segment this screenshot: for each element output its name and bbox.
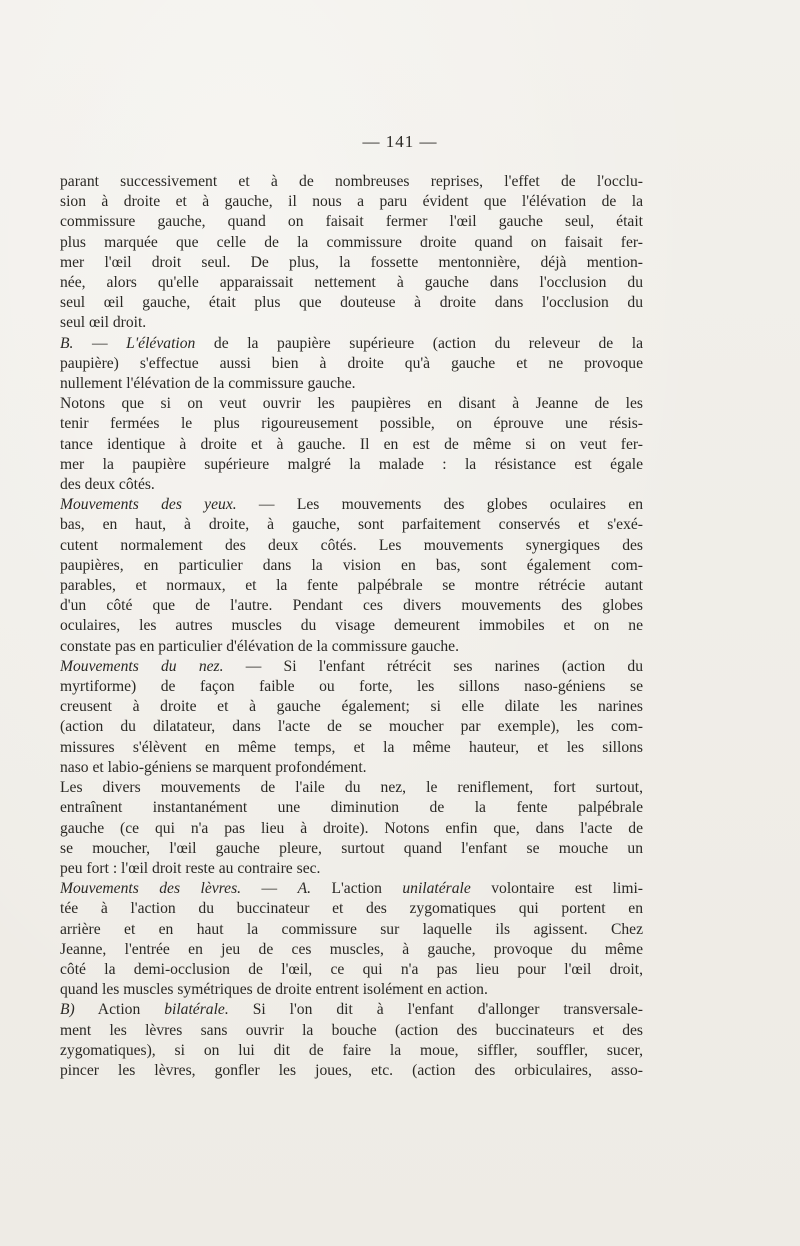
text-run: seul œil droit. [60, 314, 147, 332]
text-run: creusent à droite et à gauche également; si elle dilate les narines [60, 698, 643, 716]
text-run: volontaire est limi- [470, 880, 643, 898]
text-run: plus marquée que celle de la commissure droite quand on faisait fer- [60, 233, 643, 251]
text-run: tance identique à droite et à gauche. Il en est de même si on veut fer- [60, 435, 643, 453]
text-run: ment les lèvres sans ouvrir la bouche (action des buccinateurs et des [60, 1021, 643, 1039]
text-line [60, 556, 643, 576]
text-run: tée à l'action du buccinateur et des zygomatiques qui portent en [60, 900, 643, 918]
text-run: — [73, 334, 127, 352]
text-line [60, 778, 643, 798]
text-line [60, 414, 643, 434]
text-run: parables, et normaux, et la fente palpébrale se montre rétrécie autant [60, 577, 643, 595]
text-run: Action [74, 1001, 165, 1019]
text-run: parant successivement et à de nombreuses reprises, l'effet de l'occlu- [60, 173, 643, 190]
text-run: côté la demi-occlusion de l'œil, ce qui n'a pas lieu pour l'œil droit, [60, 960, 643, 978]
text-line [60, 233, 643, 253]
text-line [60, 354, 643, 374]
text-line [60, 374, 643, 394]
text-run: entraînent instantanément une diminution de la fente palpébrale [60, 799, 643, 817]
text-line [60, 637, 643, 657]
text-run: Si l'on dit à l'enfant d'allonger transversale- [228, 1001, 643, 1019]
text-run: pincer les lèvres, gonfler les joues, etc. (action des orbiculaires, asso- [60, 1061, 643, 1079]
text-line [60, 1000, 643, 1020]
text-run: née, alors qu'elle apparaissait nettement à gauche dans l'occlusion du [60, 274, 643, 292]
text-run: missures s'élèvent en même temps, et la même hauteur, et les sillons [60, 738, 643, 756]
text-run: se moucher, l'œil gauche pleure, surtout quand l'enfant se mouche un [60, 839, 643, 857]
text-line [60, 192, 643, 212]
text-run: gauche (ce qui n'a pas lieu à droite). Notons enfin que, dans l'acte de [60, 819, 643, 837]
text-line [60, 616, 643, 636]
text-line [60, 475, 643, 495]
text-run: Notons que si on veut ouvrir les paupières en disant à Jeanne de les [60, 395, 643, 413]
text-line [60, 960, 643, 980]
text-run: — [241, 880, 298, 898]
text-run: — Les mouvements des globes oculaires en [236, 496, 643, 514]
text-line [60, 172, 643, 192]
text-line [60, 819, 643, 839]
text-line [60, 798, 643, 818]
text-line [60, 435, 643, 455]
text-run: paupière) s'effectue aussi bien à droite qu'à gauche et ne provoque [60, 354, 643, 372]
italic-run: Mouvements du nez. [60, 657, 224, 675]
text-line [60, 899, 643, 919]
text-run: — Si l'enfant rétrécit ses narines (action du [223, 657, 643, 675]
text-line [60, 1021, 643, 1041]
text-run: nullement l'élévation de la commissure gauche. [60, 375, 356, 393]
text-run: seul œil gauche, était plus que douteuse à droite dans l'occlusion du [60, 294, 643, 312]
text-line [60, 879, 643, 899]
text-run: myrtiforme) de façon faible ou forte, les sillons naso-géniens se [60, 678, 643, 696]
text-line [60, 1041, 643, 1061]
text-line [60, 758, 643, 778]
text-line [60, 717, 643, 737]
text-run: quand les muscles symétriques de droite entrent isolément en action. [60, 981, 488, 999]
text-run: paupières, en particulier dans la vision en bas, sont également com- [60, 556, 643, 574]
italic-run: B) [60, 1001, 75, 1019]
text-run: arrière et en haut la commissure sur laquelle ils agissent. Chez [60, 920, 643, 938]
text-run: sion à droite et à gauche, il nous a paru évident que l'élévation de la [60, 193, 643, 211]
text-run: (action du dilatateur, dans l'acte de se moucher par exemple), les com- [60, 718, 643, 736]
text-line [60, 657, 643, 677]
text-run: des deux côtés. [60, 476, 155, 494]
text-line [60, 515, 643, 535]
text-line [60, 455, 643, 475]
italic-run: Mouvements des yeux. [60, 496, 237, 514]
text-line [60, 738, 643, 758]
italic-run: Mouvements des lèvres. [60, 880, 242, 898]
italic-run: B. [60, 334, 74, 352]
text-run: mer l'œil droit seul. De plus, la fossette mentonnière, déjà mention- [60, 253, 643, 271]
text-line [60, 253, 643, 273]
text-run: d'un côté que de l'autre. Pendant ces divers mouvements des globes [60, 597, 643, 615]
text-line [60, 334, 643, 354]
text-run: L'action [311, 880, 403, 898]
text-run: bas, en haut, à droite, à gauche, sont parfaitement conservés et s'exé- [60, 516, 643, 534]
text-run: zygomatiques), si on lui dit de faire la moue, siffler, souffler, sucer, [60, 1041, 643, 1059]
page-number: — 141 — [362, 132, 438, 151]
text-line [60, 495, 643, 515]
text-run: Jeanne, l'entrée en jeu de ces muscles, à gauche, provoque du même [60, 940, 643, 958]
body-text [60, 172, 643, 1081]
text-line [60, 839, 643, 859]
text-line [60, 940, 643, 960]
text-run: commissure gauche, quand on faisait fermer l'œil gauche seul, était [60, 213, 643, 231]
text-run: cutent normalement des deux côtés. Les mouvements synergiques des [60, 536, 643, 554]
text-line [60, 576, 643, 596]
text-line [60, 697, 643, 717]
text-line [60, 980, 643, 1000]
text-line [60, 212, 643, 232]
text-line [60, 293, 643, 313]
text-run: de la paupière supérieure (action du releveur de la [195, 334, 643, 352]
text-run: naso et labio-géniens se marquent profondément. [60, 758, 367, 776]
text-run: oculaires, les autres muscles du visage demeurent immobiles et on ne [60, 617, 643, 635]
text-run: mer la paupière supérieure malgré la malade : la résistance est égale [60, 455, 643, 473]
text-run: tenir fermées le plus rigoureusement possible, on éprouve une résis- [60, 415, 643, 433]
text-run: peu fort : l'œil droit reste au contraire sec. [60, 859, 321, 877]
text-line [60, 536, 643, 556]
italic-run: unilatérale [402, 880, 471, 898]
text-line [60, 1061, 643, 1081]
italic-run: L'élévation [126, 334, 196, 352]
text-run: Les divers mouvements de l'aile du nez, le reniflement, fort surtout, [60, 779, 643, 797]
italic-run: A. [297, 880, 311, 898]
text-line [60, 920, 643, 940]
text-line [60, 394, 643, 414]
text-run: constate pas en particulier d'élévation de la commissure gauche. [60, 637, 459, 655]
text-line [60, 677, 643, 697]
text-line [60, 596, 643, 616]
text-line [60, 313, 643, 333]
text-line [60, 273, 643, 293]
italic-run: bilatérale. [164, 1001, 229, 1019]
text-line [60, 859, 643, 879]
